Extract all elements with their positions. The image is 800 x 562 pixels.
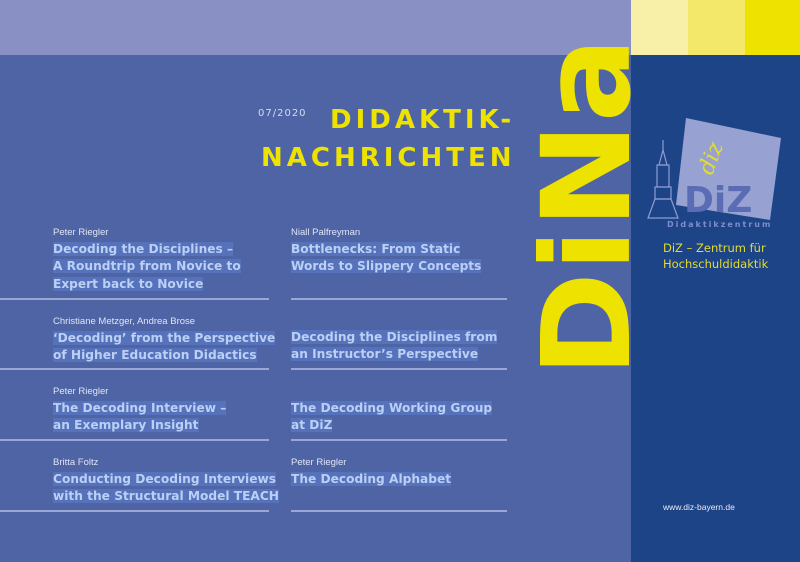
logo-subtitle: Didaktikzentrum (667, 220, 773, 229)
article-title-line[interactable]: an Exemplary Insight (53, 418, 199, 433)
article-title-line[interactable]: Conducting Decoding Interviews (53, 472, 277, 486)
article-title-line[interactable]: ‘Decoding’ from the Perspective (53, 331, 276, 345)
article-title-line[interactable]: at DiZ (291, 418, 333, 433)
article-author: Peter Riegler (53, 386, 109, 397)
dina-vertical-logo (516, 49, 658, 380)
article-6[interactable] (291, 400, 492, 435)
article-7[interactable] (53, 457, 279, 506)
article-author: Peter Riegler (53, 227, 109, 238)
logo-script: diz (694, 138, 729, 179)
color-swatch-yellow (745, 0, 800, 55)
article-8[interactable] (291, 457, 451, 488)
article-title-line[interactable]: Bottlenecks: From Static (291, 242, 461, 256)
divider (291, 298, 507, 300)
article-title-line[interactable]: A Roundtrip from Novice to (53, 259, 241, 274)
divider (0, 298, 269, 300)
center-name-line1: DiZ – Zentrum für (663, 241, 766, 255)
divider (0, 368, 269, 370)
divider (291, 368, 507, 370)
article-author: Niall Palfreyman (291, 227, 361, 238)
article-title-line[interactable]: The Decoding Alphabet (291, 472, 452, 486)
article-title-line[interactable]: Decoding the Disciplines from (291, 330, 498, 344)
article-title-line[interactable]: The Decoding Interview – (53, 401, 227, 415)
article-5[interactable] (53, 386, 226, 435)
article-title-line[interactable]: an Instructor’s Perspective (291, 347, 479, 362)
article-author: Peter Riegler (291, 457, 347, 468)
article-author: Britta Foltz (53, 457, 99, 468)
website-link[interactable]: www.diz-bayern.de (663, 502, 735, 512)
article-1[interactable] (53, 227, 241, 293)
article-title-line[interactable]: of Higher Education Didactics (53, 348, 257, 363)
article-title-line[interactable]: Words to Slippery Concepts (291, 259, 482, 274)
church-tower-icon (648, 140, 678, 218)
article-title-line[interactable]: Decoding the Disciplines – (53, 242, 234, 256)
masthead-line2: NACHRICHTEN (261, 143, 516, 173)
divider (0, 510, 269, 512)
diz-logo (640, 110, 790, 230)
article-title-line[interactable]: The Decoding Working Group (291, 401, 493, 415)
article-3[interactable] (53, 316, 275, 365)
center-name-line2: Hochschuldidaktik (663, 257, 769, 271)
article-4[interactable] (291, 329, 497, 364)
logo-text: DiZ (684, 180, 753, 221)
issue-number: 07/2020 (258, 108, 307, 119)
article-title-line[interactable]: with the Structural Model TEACH (53, 489, 279, 504)
divider (0, 439, 269, 441)
article-author: Christiane Metzger, Andrea Brose (53, 316, 196, 327)
color-swatch-mid-yellow (688, 0, 745, 55)
dina-text: DiNa (516, 49, 658, 377)
center-name (663, 240, 768, 272)
divider (291, 439, 507, 441)
divider (291, 510, 507, 512)
article-title-line[interactable]: Expert back to Novice (53, 276, 204, 291)
article-2[interactable] (291, 227, 481, 276)
masthead-line1: DIDAKTIK- (330, 105, 516, 135)
